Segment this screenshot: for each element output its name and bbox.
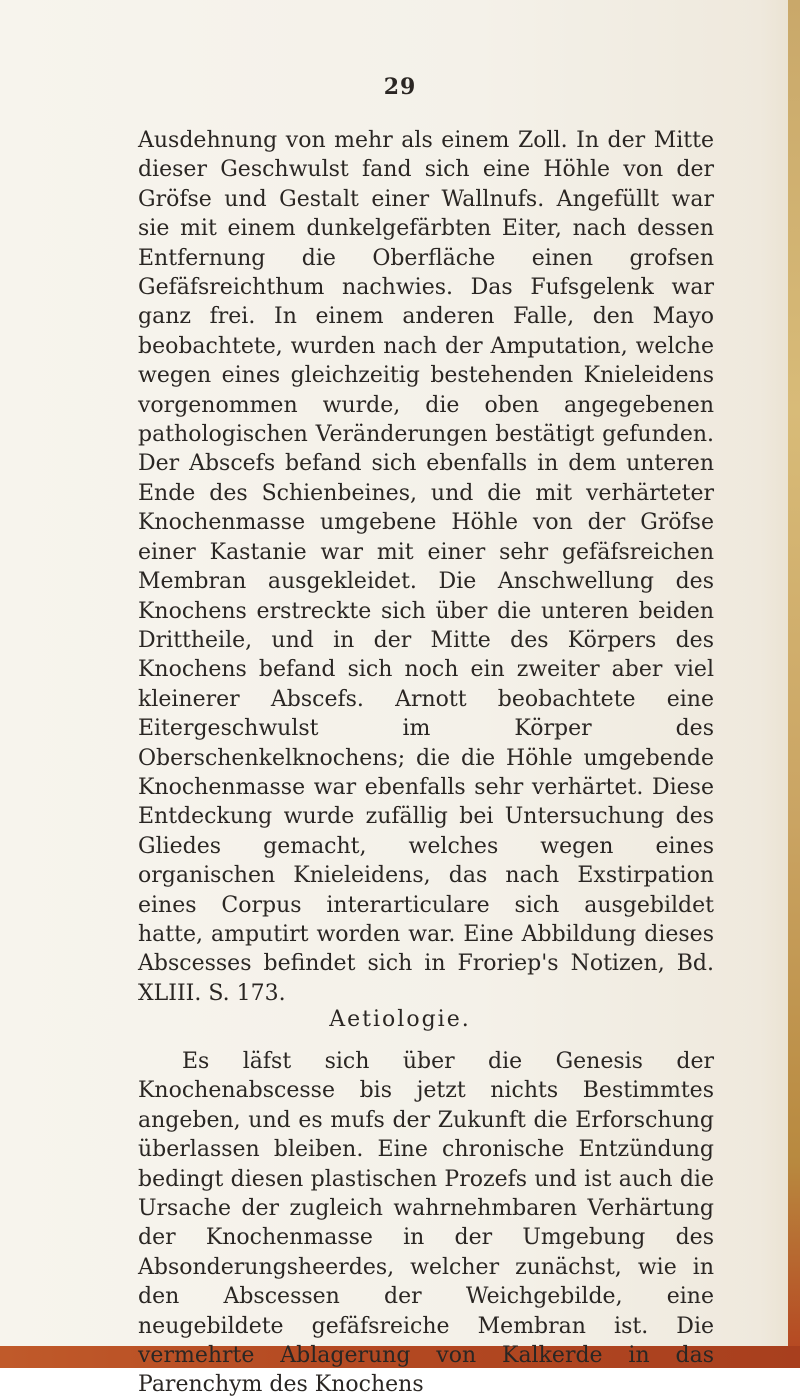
paragraph-2-block	[138, 1047, 714, 1400]
section-heading: Aetiologie.	[329, 1007, 471, 1032]
paragraph-1-block	[138, 126, 714, 1008]
page-number: 29	[383, 74, 417, 100]
page-right-edge	[788, 0, 800, 1368]
paragraph-1: Ausdehnung von mehr als einem Zoll. In der Mitte dieser Geschwulst fand sich eine Höhle von der Gröfse und Gestalt einer Wallnufs. Angefüllt war sie mit einem dunkelgefärbten Eiter, nach dessen Entfernung die Oberfläche einen grofsen Gefäfsreichthum nachwies. Das Fufsgelenk war ganz frei. In einem anderen Falle, den Mayo beobachtete, wurden nach der Amputation, welche wegen eines gleichzeitig bestehenden Knieleidens vorgenommen wurde, die oben angegebenen pathologischen Veränderungen bestätigt gefunden. Der Abscefs befand sich ebenfalls in dem unteren Ende des Schienbeines, und die mit verhärteter Knochenmasse umgebene Höhle von der Gröfse einer Kastanie war mit einer sehr gefäfsreichen Membran ausgekleidet. Die Anschwellung des Knochens erstreckte sich über die unteren beiden Drittheile, und in der Mitte des Körpers des Knochens befand sich noch ein zweiter aber viel kleinerer Abscefs. Arnott beobachtete eine Eitergeschwulst im Körper des Oberschenkelknochens; die die Höhle umgebende Knochenmasse war ebenfalls sehr verhärtet. Diese Entdeckung wurde zufällig bei Untersuchung des Gliedes gemacht, welches wegen eines organischen Knieleidens, das nach Exstirpation eines Corpus interarticulare sich ausgebildet hatte, amputirt worden war. Eine Abbildung dieses Abscesses befindet sich in Froriep's Notizen, Bd. XLIII. S. 173.	[138, 128, 714, 1006]
paragraph-2: Es läfst sich über die Genesis der Knochenabscesse bis jetzt nichts Bestimmtes angeben, und es mufs der Zukunft die Erforschung überlassen bleiben. Eine chronische Entzündung bedingt diesen plastischen Prozefs und ist auch die Ursache der zugleich wahrnehmbaren Verhärtung der Knochenmasse in der Umgebung des Absonderungsheerdes, welcher zunächst, wie in den Abscessen der Weichgebilde, eine neugebildete gefäfsreiche Membran ist. Die vermehrte Ablagerung von Kalkerde in das Parenchym des Knochens	[138, 1049, 714, 1398]
